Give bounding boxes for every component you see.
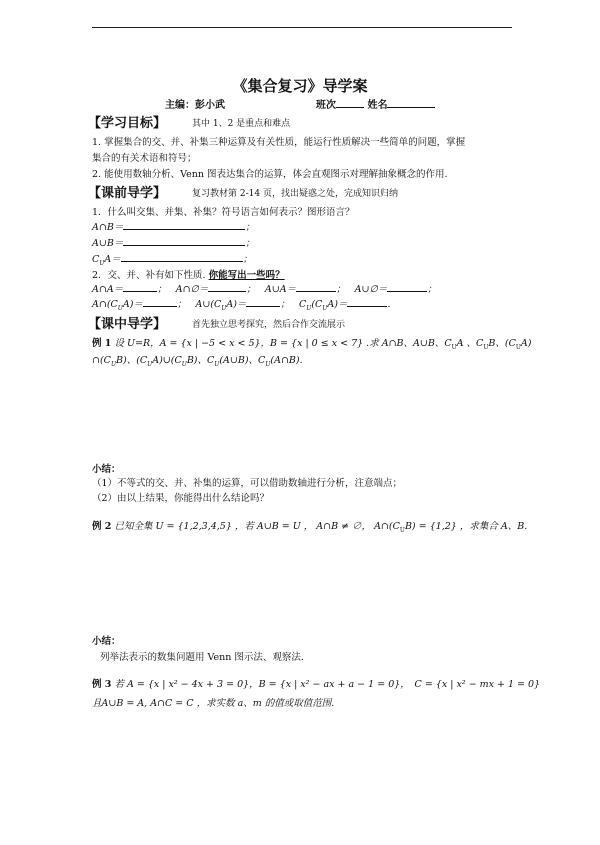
subscript-u: U bbox=[221, 304, 227, 312]
formula-complement bbox=[92, 251, 252, 267]
example-3-line-1 bbox=[92, 676, 540, 690]
prop-a-cap-cua: A∩(C bbox=[92, 299, 118, 310]
blank-line bbox=[296, 281, 336, 292]
goals-line-3: 2. 能使用数轴分析、Venn 图表达集合的运算，体会直观图示对理解抽象概念的作用. bbox=[92, 169, 448, 180]
example-1-label: 例 1 bbox=[92, 338, 112, 349]
blank-line bbox=[347, 296, 387, 307]
formula-union bbox=[92, 235, 255, 249]
preclass-heading: 【课前导学】 bbox=[88, 186, 167, 201]
punct: ； bbox=[280, 299, 290, 310]
class-field bbox=[316, 96, 435, 111]
goals-heading: 【学习目标】 bbox=[88, 116, 167, 131]
properties-row-2 bbox=[92, 296, 390, 312]
example-2 bbox=[92, 518, 527, 534]
subscript-u: U bbox=[214, 360, 220, 368]
c-symbol: C bbox=[92, 254, 100, 265]
class-blank bbox=[336, 97, 364, 108]
formula-intersection-text: A∩B＝ bbox=[92, 222, 124, 233]
example-3-text: 若 A = {x | x² − 4x + 3 = 0}，B = {x | x² − ax + a − 1 = 0}， C = {x | x² − mx + 1 = 0} bbox=[114, 679, 541, 690]
prop-a-cap-a: A∩A＝ bbox=[92, 284, 124, 295]
goals-line-2: 集合的有关术语和符号； bbox=[92, 153, 197, 164]
properties-row-1 bbox=[92, 281, 437, 295]
class-label: 班次 bbox=[316, 100, 336, 111]
example-3-line-2: 且A∪B = A, A∩C = C ，求实数 a、m 的值或取值范围. bbox=[92, 698, 335, 709]
preclass-question-1: 1．什么叫交集、并集、补集？符号语言如何表示？图形语言？ bbox=[92, 207, 355, 218]
subscript-u: U bbox=[483, 343, 489, 351]
prop-a-cup-empty: A∪∅＝ bbox=[354, 284, 388, 295]
question-2-text: 2．交、并、补有如下性质. bbox=[92, 270, 206, 281]
punct: ； bbox=[245, 238, 255, 249]
example-1-text: A) bbox=[520, 338, 532, 349]
example-1-text: ∩(C bbox=[92, 355, 111, 366]
subscript-u: U bbox=[399, 526, 405, 534]
subscript-u: U bbox=[181, 360, 187, 368]
summary-2-line-1: 列举法表示的数集问题用 Venn 图示法、观察法. bbox=[100, 652, 304, 663]
example-1-line-2 bbox=[92, 352, 303, 368]
punct: ； bbox=[245, 222, 255, 233]
editor-label: 主编：彭小武 bbox=[165, 100, 225, 111]
prop-a-cup-a: A∪A＝ bbox=[264, 284, 297, 295]
goals-line-1: 1. 掌握集合的交、并、补集三种运算及有关性质，能运行性质解决一些简单的问题，掌握 bbox=[92, 137, 466, 148]
summary-1-line-1: （1）不等式的交、并、补集的运算，可以借助数轴进行分析，注意端点； bbox=[92, 478, 403, 489]
punct: ； bbox=[246, 284, 256, 295]
blank-line bbox=[387, 281, 427, 292]
inclass-heading: 【课中导学】 bbox=[88, 317, 167, 332]
preclass-note: 复习教材第 2-14 页，找出疑惑之处，完成知识归纳 bbox=[192, 189, 398, 199]
punct: ； bbox=[336, 284, 346, 295]
prop-tail: A)＝ bbox=[327, 299, 348, 310]
example-3-label: 例 3 bbox=[92, 679, 112, 690]
name-label: 姓名 bbox=[367, 100, 388, 111]
prop-a-cap-empty: A∩∅＝ bbox=[175, 284, 209, 295]
example-2-label: 例 2 bbox=[92, 521, 112, 532]
punct: ； bbox=[176, 299, 187, 310]
formula-union-text: A∪B＝ bbox=[92, 238, 124, 249]
punct: ； bbox=[157, 284, 167, 295]
blank-line bbox=[208, 281, 246, 292]
example-2-text: 已知全集 U = {1,2,3,4,5} ，若 A∪B = U ， A∩B ≠ ∅， A∩(C bbox=[114, 521, 400, 532]
subscript-u: U bbox=[99, 259, 105, 267]
punct: ； bbox=[427, 284, 437, 295]
example-1-text: 设 U=R，A = {x | −5 < x < 5}，B = {x | 0 ≤ x < 7} .求 A∩B、A∪B、C bbox=[114, 338, 452, 349]
blank-line bbox=[123, 235, 245, 246]
subscript-u: U bbox=[110, 360, 116, 368]
blank-line bbox=[121, 251, 243, 262]
formula-intersection bbox=[92, 219, 255, 233]
subscript-u: U bbox=[265, 360, 271, 368]
example-1-text: A 、C bbox=[456, 338, 484, 349]
example-1-text: A)∪(C bbox=[152, 355, 182, 366]
example-2-text: B) = {1,2} ，求集合 A、B. bbox=[404, 521, 528, 532]
subscript-u: U bbox=[451, 343, 457, 351]
summary-1-line-2: （2）由以上结果，你能得出什么结论吗？ bbox=[92, 493, 270, 504]
formula-complement-tail: A＝ bbox=[104, 254, 121, 265]
punct: . bbox=[387, 299, 391, 310]
example-1-text: (A∪B)、C bbox=[219, 355, 266, 366]
prop-tail: A)＝ bbox=[122, 299, 143, 310]
example-1-text: B、(C bbox=[488, 338, 516, 349]
example-1-line-1 bbox=[92, 335, 531, 351]
summary-2-title: 小结： bbox=[92, 636, 121, 647]
prop-cu-cua: C bbox=[298, 299, 307, 310]
prop-a-cup-cua: A∪(C bbox=[195, 299, 222, 310]
example-1-text: (A∩B). bbox=[270, 355, 303, 366]
summary-1-title: 小结： bbox=[92, 464, 121, 475]
subscript-u: U bbox=[306, 304, 312, 312]
page-title: 《集合复习》导学案 bbox=[232, 77, 368, 95]
prop-tail: A)＝ bbox=[226, 299, 247, 310]
blank-line bbox=[123, 281, 157, 292]
top-rule bbox=[92, 27, 512, 28]
prop-mid: (C bbox=[311, 299, 323, 310]
inclass-note: 首先独立思考探究，然后合作交流展示 bbox=[192, 320, 346, 330]
question-2-prompt: 你能写出一些吗？ bbox=[208, 270, 285, 281]
subscript-u: U bbox=[322, 304, 328, 312]
blank-line bbox=[143, 296, 177, 307]
example-1-text: B)、C bbox=[186, 355, 215, 366]
goals-note: 其中 1、2 是重点和难点 bbox=[192, 119, 291, 129]
subscript-u: U bbox=[117, 304, 123, 312]
blank-line bbox=[123, 219, 245, 230]
punct: ； bbox=[242, 254, 253, 265]
preclass-question-2 bbox=[92, 267, 285, 281]
example-1-text: B)、(C bbox=[116, 355, 148, 366]
subscript-u: U bbox=[147, 360, 153, 368]
blank-line bbox=[246, 296, 280, 307]
subscript-u: U bbox=[515, 343, 521, 351]
name-blank bbox=[387, 97, 435, 108]
